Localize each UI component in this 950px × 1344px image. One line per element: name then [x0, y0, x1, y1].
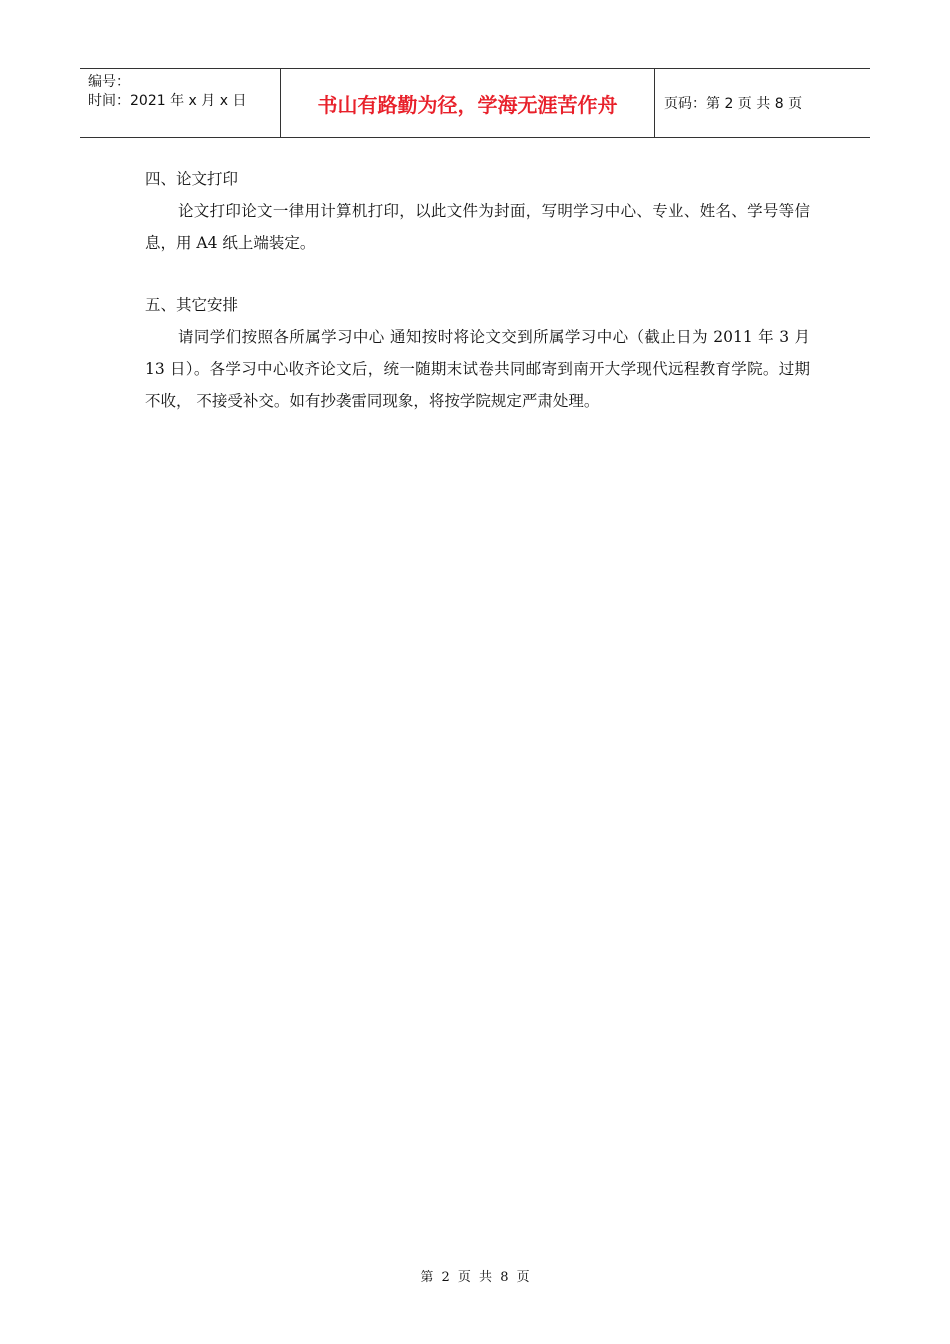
header-motto: 书山有路勤为径，学海无涯苦作舟 [281, 69, 655, 137]
section-heading-other: 五、其它安排 [145, 296, 239, 314]
page-footer: 第 2 页 共 8 页 [420, 1270, 530, 1285]
header-meta-cell [80, 69, 281, 137]
section-heading-print: 四、论文打印 [145, 170, 239, 188]
document-body [145, 163, 810, 417]
header-page-number: 页码：第 2 页 共 8 页 [664, 96, 803, 112]
document-date-label: 时间：2021 年 x 月 x 日 [88, 93, 247, 109]
document-number-label: 编号： [88, 74, 130, 90]
section-paragraph-other: 请同学们按照各所属学习中心 通知按时将论文交到所属学习中心（截止日为 2011 年 3 月 13 日）。各学习中心收齐论文后，统一随期末试卷共同邮寄到南开大学现代远程教育学院。过期不收， 不接受补交。如有抄袭雷同现象，将按学院规定严肃处理。 [145, 328, 810, 410]
section-spacer [145, 259, 810, 289]
page-header [80, 68, 870, 138]
section-paragraph-print: 论文打印论文一律用计算机打印，以此文件为封面，写明学习中心、专业、姓名、学号等信息，用 A4 纸上端装定。 [145, 202, 810, 252]
